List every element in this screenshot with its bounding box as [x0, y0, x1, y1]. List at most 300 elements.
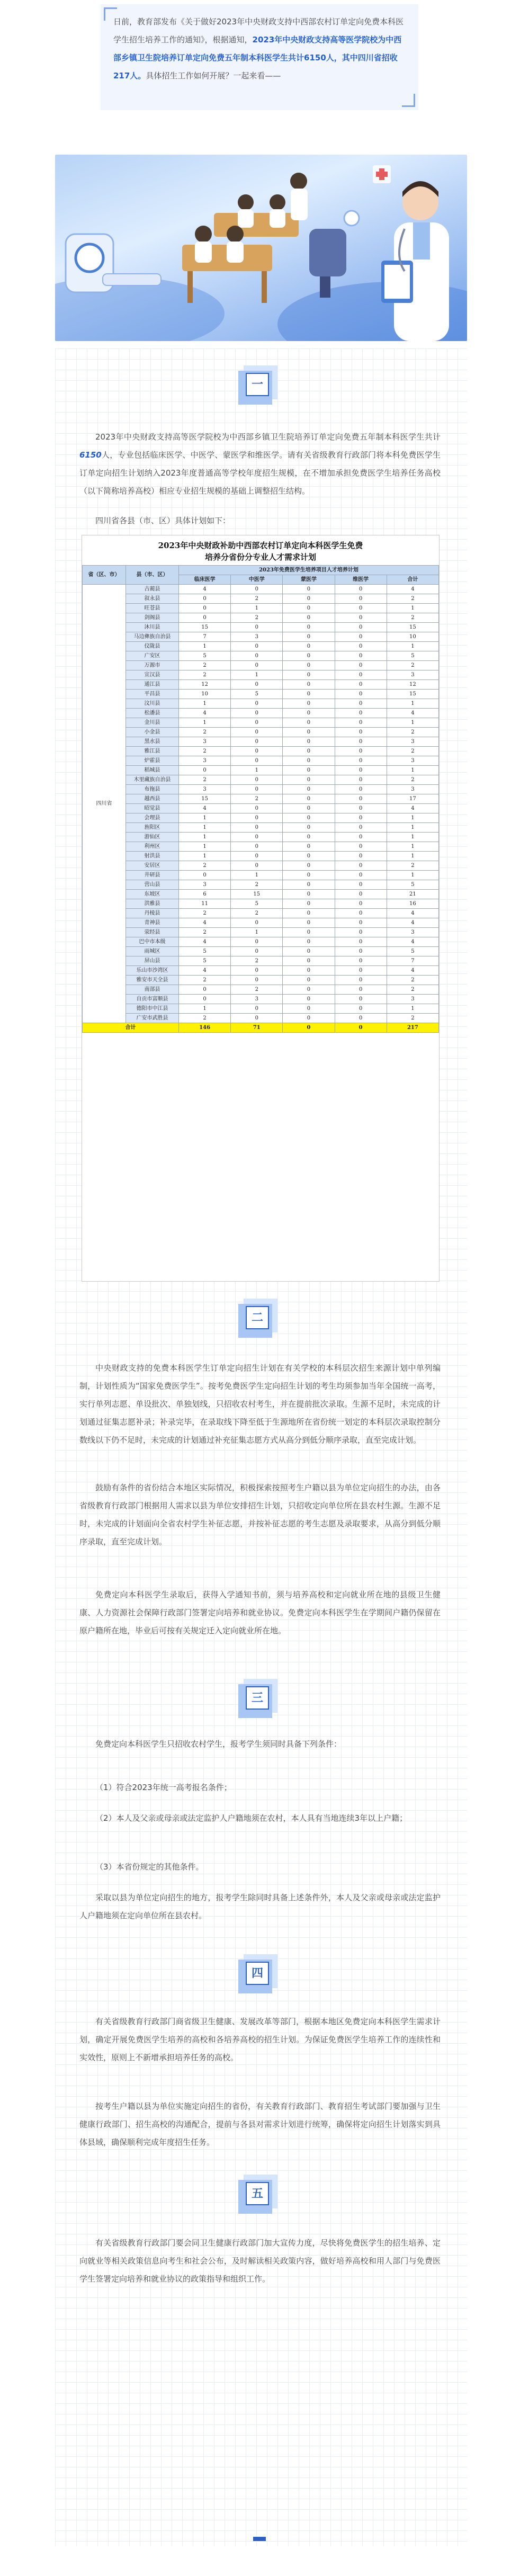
value-cell: 0	[283, 728, 335, 737]
value-cell: 0	[335, 928, 387, 937]
value-cell: 1	[179, 718, 231, 728]
value-cell: 4	[179, 709, 231, 718]
quota-number: 6150	[79, 450, 102, 460]
total-value: 146	[179, 1023, 231, 1033]
value-cell: 0	[335, 728, 387, 737]
value-cell: 1	[387, 604, 438, 613]
value-cell: 2	[387, 976, 438, 985]
value-cell: 5	[231, 899, 283, 909]
value-cell: 0	[335, 976, 387, 985]
value-cell: 0	[231, 823, 283, 833]
value-cell: 0	[283, 937, 335, 947]
value-cell: 0	[179, 766, 231, 775]
county-cell: 雨城区	[126, 947, 179, 956]
county-cell: 金川县	[126, 718, 179, 728]
value-cell: 0	[335, 670, 387, 680]
value-cell: 0	[283, 604, 335, 613]
value-cell: 0	[335, 632, 387, 642]
county-cell: 广安区	[126, 651, 179, 661]
intro-box	[101, 4, 418, 110]
value-cell: 15	[179, 623, 231, 632]
intro-highlight: 2023年中央财政支持高等医学院校为中西部乡镇卫生院培养订单定向免费五年制本科医学生共计6150人，其中四川省招收217人。	[113, 35, 402, 80]
intro-text-end: 具体招生工作如何开展？一起来看——	[146, 71, 281, 80]
value-cell: 2	[231, 594, 283, 604]
section3-item-2: （2）本人及父亲或母亲或法定监护人户籍地须在农村，本人具有当地连续3年以上户籍；	[95, 1813, 408, 1823]
table-row	[83, 604, 439, 613]
section-badge-4	[238, 1954, 279, 1994]
value-cell: 1	[387, 833, 438, 842]
value-cell: 2	[387, 985, 438, 995]
table-row	[83, 995, 439, 1004]
section2-paragraph-3: 免费定向本科医学生录取后，获得入学通知书前，须与培养高校和定向就业所在地的县级卫生健康、人力资源社会保障行政部门签署定向培养和就业协议。免费定向本科医学生在学期间户籍仍保留在原户籍所在地，毕业后可按有关规定迁入定向就业所在地。	[79, 1590, 441, 1635]
value-cell: 0	[283, 947, 335, 956]
value-cell: 0	[231, 861, 283, 871]
county-cell: 丹棱县	[126, 909, 179, 918]
section5-paragraph-1: 有关省级教育行政部门要会同卫生健康行政部门加大宣传力度，尽快将免费医学生的招生培养、定向就业等相关政策信息向考生和社会公布，及时解读相关政策内容，做好培养高校和用人部门与免费医学生签署定向培养和就业协议的政策指导和组织工作。	[79, 2238, 441, 2284]
county-cell: 通江县	[126, 680, 179, 690]
value-cell: 0	[231, 718, 283, 728]
value-cell: 0	[231, 709, 283, 718]
value-cell: 0	[231, 918, 283, 928]
value-cell: 0	[335, 947, 387, 956]
total-label: 合计	[83, 1023, 179, 1033]
value-cell: 0	[335, 766, 387, 775]
value-cell: 2	[231, 613, 283, 623]
value-cell: 1	[179, 852, 231, 861]
table-row	[83, 833, 439, 842]
value-cell: 3	[179, 756, 231, 766]
value-cell: 2	[387, 1014, 438, 1023]
table-row	[83, 718, 439, 728]
value-cell: 0	[335, 833, 387, 842]
county-cell: 汶川县	[126, 699, 179, 709]
value-cell: 0	[283, 737, 335, 747]
value-cell: 5	[179, 651, 231, 661]
value-cell: 0	[335, 709, 387, 718]
value-cell: 0	[283, 1014, 335, 1023]
value-cell: 0	[335, 623, 387, 632]
dental-chair-icon	[309, 211, 359, 298]
value-cell: 3	[387, 785, 438, 794]
value-cell: 0	[335, 804, 387, 813]
county-cell: 广安市武胜县	[126, 1014, 179, 1023]
value-cell: 0	[335, 909, 387, 918]
value-cell: 0	[283, 594, 335, 604]
value-cell: 0	[283, 976, 335, 985]
plan-table-container	[82, 535, 440, 1282]
value-cell: 0	[283, 966, 335, 976]
section3-item-3: （3）本省份规定的其他条件。	[95, 1862, 204, 1872]
header-county: 县（市、区）	[126, 566, 179, 585]
header-uyghur: 维医学	[335, 575, 387, 585]
value-cell: 0	[283, 880, 335, 890]
value-cell: 15	[231, 890, 283, 899]
value-cell: 0	[231, 585, 283, 594]
table-row	[83, 766, 439, 775]
value-cell: 0	[283, 766, 335, 775]
value-cell: 0	[283, 823, 335, 833]
value-cell: 1	[231, 928, 283, 937]
value-cell: 1	[179, 842, 231, 852]
section4-paragraph-2: 按考生户籍以县为单位实施定向招生的省份，有关教育行政部门、教育招生考试部门要加强与卫生健康行政部门、招生高校的沟通配合，提前与各县对需求计划进行统筹，确保将定向招生计划落实到具体县域，确保顺利完成年度招生任务。	[79, 2101, 441, 2147]
value-cell: 1	[231, 670, 283, 680]
value-cell: 0	[231, 642, 283, 651]
county-cell: 剑阁县	[126, 613, 179, 623]
value-cell: 0	[335, 785, 387, 794]
county-cell: 旌阳区	[126, 823, 179, 833]
county-cell: 荥经县	[126, 928, 179, 937]
value-cell: 0	[231, 1004, 283, 1014]
value-cell: 15	[387, 623, 438, 632]
value-cell: 0	[283, 871, 335, 880]
value-cell: 0	[231, 651, 283, 661]
table-row	[83, 594, 439, 604]
value-cell: 6	[179, 890, 231, 899]
value-cell: 1	[387, 766, 438, 775]
table-row	[83, 1004, 439, 1014]
section-badge-3	[238, 1679, 279, 1719]
table-row	[83, 728, 439, 737]
value-cell: 3	[387, 737, 438, 747]
value-cell: 0	[283, 651, 335, 661]
value-cell: 0	[231, 937, 283, 947]
value-cell: 10	[179, 690, 231, 699]
value-cell: 2	[179, 775, 231, 785]
value-cell: 2	[179, 670, 231, 680]
value-cell: 5	[231, 690, 283, 699]
header-total: 合计	[387, 575, 438, 585]
section-number: 四	[246, 1962, 269, 1985]
mri-machine-icon	[66, 234, 161, 292]
value-cell: 0	[335, 613, 387, 623]
value-cell: 0	[283, 680, 335, 690]
value-cell: 0	[231, 852, 283, 861]
value-cell: 0	[231, 623, 283, 632]
county-cell: 木里藏族自治县	[126, 775, 179, 785]
total-value: 217	[387, 1023, 438, 1033]
value-cell: 2	[231, 985, 283, 995]
value-cell: 0	[335, 680, 387, 690]
value-cell: 1	[387, 842, 438, 852]
value-cell: 1	[387, 642, 438, 651]
table-row	[83, 747, 439, 756]
value-cell: 2	[387, 861, 438, 871]
table-row	[83, 890, 439, 899]
total-value: 71	[231, 1023, 283, 1033]
section1-paragraph-1: 2023年中央财政支持高等医学院校为中西部乡镇卫生院培养订单定向免费五年制本科医学生共计6150人，专业包括临床医学、中医学、蒙医学和维医学。请有关省级教育行政部门将本科免费医学生订单定向招生计划纳入2023年度普通高等学校年度招生规模，在不增加承担免费医学生培养任务高校（以下简称培养高校）相应专业招生规模的基础上调整招生结构。	[79, 432, 441, 496]
value-cell: 1	[387, 813, 438, 823]
table-row	[83, 947, 439, 956]
table-row	[83, 632, 439, 642]
table-row	[83, 699, 439, 709]
value-cell: 0	[283, 956, 335, 966]
county-cell: 雅安市天全县	[126, 976, 179, 985]
value-cell: 0	[283, 747, 335, 756]
value-cell: 21	[387, 890, 438, 899]
county-cell: 越西县	[126, 794, 179, 804]
value-cell: 0	[335, 995, 387, 1004]
value-cell: 2	[387, 594, 438, 604]
county-cell: 游仙区	[126, 833, 179, 842]
value-cell: 0	[283, 699, 335, 709]
value-cell: 0	[179, 613, 231, 623]
teacher-icon	[290, 173, 308, 220]
table-row	[83, 813, 439, 823]
total-row	[83, 1023, 439, 1033]
county-cell: 会理县	[126, 813, 179, 823]
value-cell: 0	[283, 813, 335, 823]
value-cell: 0	[335, 794, 387, 804]
header-group: 2023年免费医学生培养项目人才培养计划	[179, 566, 439, 575]
value-cell: 0	[335, 956, 387, 966]
county-cell: 安居区	[126, 861, 179, 871]
value-cell: 0	[231, 747, 283, 756]
county-cell: 东坡区	[126, 890, 179, 899]
value-cell: 0	[179, 995, 231, 1004]
value-cell: 0	[283, 804, 335, 813]
value-cell: 0	[283, 861, 335, 871]
value-cell: 0	[231, 966, 283, 976]
value-cell: 2	[231, 956, 283, 966]
value-cell: 1	[387, 699, 438, 709]
value-cell: 1	[231, 871, 283, 880]
section1-paragraph-2: 四川省各县（市、区）具体计划如下：	[95, 516, 231, 525]
value-cell: 0	[335, 747, 387, 756]
county-cell: 小金县	[126, 728, 179, 737]
value-cell: 0	[231, 833, 283, 842]
table-row	[83, 909, 439, 918]
table-row	[83, 976, 439, 985]
value-cell: 12	[179, 680, 231, 690]
value-cell: 0	[283, 585, 335, 594]
section-number: 一	[246, 373, 269, 396]
section2-paragraph-1: 中央财政支持的免费本科医学生订单定向招生计划在有关学校的本科层次招生来源计划中单列编制，计划性质为“国家免费医学生”。按考免费医学生定向招生计划的考生均须参加当年全国统一高考，实行单列志愿、单设批次、单独划线，只招收农村考生，并在提前批次录取。生源不足时，未完成的计划通过征集志愿补录；补录完毕，在录取线下降至低于生源地所在省份统一划定的本科层次录取控制分数线以下仍不足时，未完成的计划通过补充征集志愿方式从高分到低分顺序录取，直至完成计划。	[79, 1363, 441, 1445]
value-cell: 1	[179, 699, 231, 709]
table-row	[83, 642, 439, 651]
header-mongolian: 蒙医学	[283, 575, 335, 585]
value-cell: 0	[283, 928, 335, 937]
value-cell: 4	[387, 585, 438, 594]
value-cell: 2	[179, 909, 231, 918]
value-cell: 4	[387, 909, 438, 918]
county-cell: 井研县	[126, 871, 179, 880]
county-cell: 南部县	[126, 985, 179, 995]
county-cell: 青神县	[126, 918, 179, 928]
table-row	[83, 623, 439, 632]
value-cell: 3	[387, 995, 438, 1004]
value-cell: 0	[231, 947, 283, 956]
county-cell: 雅江县	[126, 747, 179, 756]
table-row	[83, 737, 439, 747]
table-row	[83, 804, 439, 813]
header-tcm: 中医学	[231, 575, 283, 585]
value-cell: 0	[335, 852, 387, 861]
value-cell: 0	[231, 976, 283, 985]
county-cell: 万源市	[126, 661, 179, 670]
value-cell: 0	[335, 775, 387, 785]
county-cell: 昭觉县	[126, 804, 179, 813]
value-cell: 3	[387, 928, 438, 937]
value-cell: 1	[179, 833, 231, 842]
value-cell: 3	[231, 632, 283, 642]
section-badge-1	[238, 365, 279, 406]
value-cell: 3	[179, 880, 231, 890]
county-cell: 马边彝族自治县	[126, 632, 179, 642]
value-cell: 2	[387, 613, 438, 623]
county-cell: 叙永县	[126, 594, 179, 604]
value-cell: 0	[231, 775, 283, 785]
table-row	[83, 794, 439, 804]
footer-accent-bar	[253, 2537, 266, 2541]
table-row	[83, 585, 439, 594]
value-cell: 0	[335, 585, 387, 594]
intro-text: 日前，教育部发布《关于做好2023年中央财政支持中西部农村订单定向免费本科医学生招生培养工作的通知》，根据通知，	[113, 17, 404, 44]
value-cell: 0	[283, 899, 335, 909]
table-row	[83, 842, 439, 852]
total-value: 0	[335, 1023, 387, 1033]
section-number: 二	[246, 1306, 269, 1329]
value-cell: 0	[335, 718, 387, 728]
county-cell: 射洪县	[126, 852, 179, 861]
value-cell: 0	[335, 918, 387, 928]
value-cell: 0	[179, 985, 231, 995]
county-cell: 古蔺县	[126, 585, 179, 594]
county-cell: 巴中市本级	[126, 937, 179, 947]
county-cell: 营山县	[126, 880, 179, 890]
value-cell: 0	[335, 985, 387, 995]
total-value: 0	[283, 1023, 335, 1033]
value-cell: 0	[335, 661, 387, 670]
value-cell: 1	[179, 1004, 231, 1014]
value-cell: 5	[387, 947, 438, 956]
table-row	[83, 918, 439, 928]
table-row	[83, 861, 439, 871]
value-cell: 2	[387, 661, 438, 670]
value-cell: 0	[283, 890, 335, 899]
value-cell: 3	[231, 995, 283, 1004]
value-cell: 0	[335, 937, 387, 947]
table-row	[83, 823, 439, 833]
value-cell: 0	[231, 661, 283, 670]
section4-paragraph-1: 有关省级教育行政部门商省级卫生健康、发展改革等部门，根据本地区免费定向本科医学生需求计划，确定开展免费医学生培养的高校和各培养高校的招生计划。为保证免费医学生培养工作的连续性和实效性，原则上不新增承担培养任务的高校。	[79, 2017, 441, 2062]
county-cell: 黑水县	[126, 737, 179, 747]
value-cell: 1	[231, 604, 283, 613]
value-cell: 2	[179, 928, 231, 937]
county-cell: 乐山市沙湾区	[126, 966, 179, 976]
value-cell: 5	[387, 651, 438, 661]
section-number: 三	[246, 1686, 269, 1710]
section3-paragraph-2: 采取以县为单位定向招生的地方，报考学生除同时具备上述条件外，本人及父亲或母亲或法定监护人户籍地须在定向单位所在县农村。	[79, 1893, 441, 1920]
value-cell: 12	[387, 680, 438, 690]
county-cell: 自贡市富顺县	[126, 995, 179, 1004]
value-cell: 0	[179, 871, 231, 880]
value-cell: 2	[179, 1014, 231, 1023]
value-cell: 0	[335, 594, 387, 604]
table-row	[83, 775, 439, 785]
value-cell: 5	[179, 947, 231, 956]
value-cell: 0	[283, 690, 335, 699]
value-cell: 0	[335, 813, 387, 823]
header-province: 省（区、市）	[83, 566, 126, 585]
value-cell: 4	[179, 918, 231, 928]
value-cell: 0	[335, 690, 387, 699]
value-cell: 3	[387, 670, 438, 680]
value-cell: 1	[387, 1004, 438, 1014]
value-cell: 0	[231, 785, 283, 794]
value-cell: 2	[179, 747, 231, 756]
value-cell: 0	[231, 842, 283, 852]
value-cell: 0	[283, 775, 335, 785]
value-cell: 7	[179, 632, 231, 642]
value-cell: 11	[179, 899, 231, 909]
value-cell: 0	[283, 985, 335, 995]
value-cell: 0	[283, 661, 335, 670]
value-cell: 0	[283, 1004, 335, 1014]
students-desks-icon	[182, 194, 299, 303]
value-cell: 0	[283, 852, 335, 861]
table-title: 2023年中央财政补助中西部农村订单定向本科医学生免费 培养分省份分专业人才需求计划	[158, 541, 363, 562]
value-cell: 17	[387, 794, 438, 804]
value-cell: 16	[387, 899, 438, 909]
value-cell: 7	[387, 956, 438, 966]
value-cell: 4	[387, 709, 438, 718]
value-cell: 4	[387, 937, 438, 947]
value-cell: 0	[283, 632, 335, 642]
county-cell: 德阳市中江县	[126, 1004, 179, 1014]
value-cell: 4	[179, 966, 231, 976]
value-cell: 0	[283, 995, 335, 1004]
county-cell: 屏山县	[126, 956, 179, 966]
section2-paragraph-2: 鼓励有条件的省份结合本地区实际情况，积极探索按照考生户籍以县为单位定向招生的办法，由各省级教育行政部门根据用人需求以县为单位安排招生计划，只招收定向单位所在县农村生源。生源不足时，未完成的计划面向全省农村学生补征志愿，并按补征志愿的考生志愿及录取要求，从高分到低分顺序录取，直至完成计划。	[79, 1483, 441, 1546]
value-cell: 0	[335, 861, 387, 871]
value-cell: 0	[335, 899, 387, 909]
table-row	[83, 985, 439, 995]
value-cell: 0	[283, 718, 335, 728]
value-cell: 0	[231, 699, 283, 709]
value-cell: 0	[283, 613, 335, 623]
medical-classroom-illustration	[55, 155, 467, 341]
value-cell: 0	[335, 651, 387, 661]
value-cell: 0	[335, 871, 387, 880]
value-cell: 0	[231, 804, 283, 813]
table-row	[83, 899, 439, 909]
table-row	[83, 880, 439, 890]
table-row	[83, 661, 439, 670]
value-cell: 0	[283, 842, 335, 852]
table-row	[83, 966, 439, 976]
value-cell: 0	[231, 737, 283, 747]
value-cell: 0	[335, 1014, 387, 1023]
value-cell: 0	[283, 794, 335, 804]
value-cell: 2	[387, 747, 438, 756]
value-cell: 1	[387, 871, 438, 880]
value-cell: 0	[179, 604, 231, 613]
value-cell: 4	[387, 966, 438, 976]
county-cell: 松潘县	[126, 709, 179, 718]
value-cell: 4	[179, 585, 231, 594]
value-cell: 0	[335, 880, 387, 890]
value-cell: 0	[231, 1014, 283, 1023]
county-cell: 平昌县	[126, 690, 179, 699]
value-cell: 0	[231, 813, 283, 823]
value-cell: 1	[387, 718, 438, 728]
value-cell: 2	[179, 728, 231, 737]
table-row	[83, 852, 439, 861]
value-cell: 2	[387, 775, 438, 785]
header-clinical: 临床医学	[179, 575, 231, 585]
value-cell: 1	[387, 823, 438, 833]
value-cell: 0	[283, 918, 335, 928]
